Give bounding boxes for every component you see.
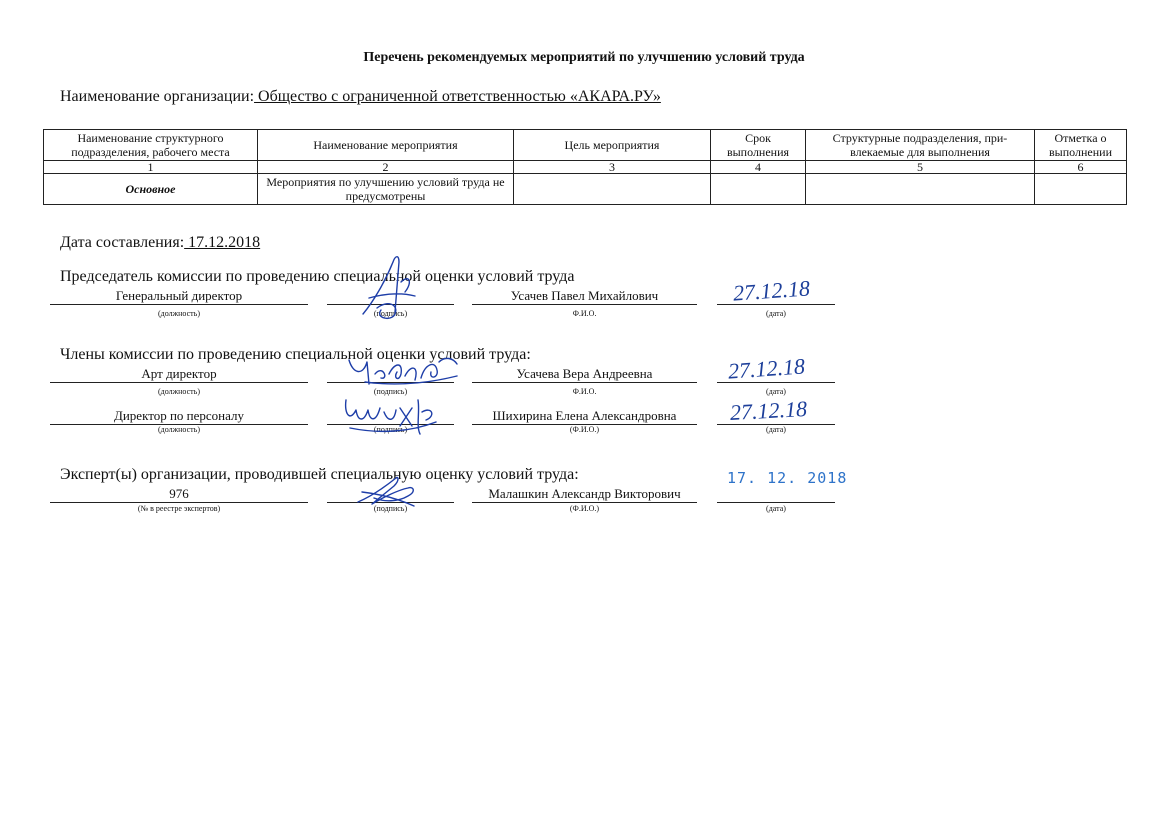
column-number: 4: [711, 161, 806, 174]
caption-name: (Ф.И.О.): [569, 425, 600, 434]
experts-heading: Эксперт(ы) организации, проводившей специальную оценку условий труда:: [60, 466, 579, 483]
header-cell: Цель мероприятия: [514, 130, 711, 161]
member1-date-handwritten: 27.12.18: [727, 353, 806, 384]
table-number-row: [44, 161, 1127, 174]
caption-signature: (подпись): [373, 425, 408, 434]
caption-name: Ф.И.О.: [572, 387, 597, 396]
table-header-row: [44, 130, 1127, 161]
column-number: 5: [806, 161, 1035, 174]
column-number: 3: [514, 161, 711, 174]
caption-signature: (подпись): [373, 387, 408, 396]
member1-name: Усачева Вера Андреевна: [472, 366, 697, 383]
member1-position: Арт директор: [50, 366, 308, 383]
caption-name: Ф.И.О.: [572, 309, 597, 318]
member2-name: Шихирина Елена Александровна: [472, 408, 697, 425]
measures-table: [43, 129, 1127, 205]
experts-date-stamp: 17. 12. 2018: [727, 469, 848, 487]
chairman-heading: Председатель комиссии по проведению специальной оценки условий труда: [60, 268, 575, 285]
caption-position: (должность): [158, 309, 200, 318]
departments-cell: [806, 174, 1035, 205]
header-cell: Отметка о выполнении: [1035, 130, 1127, 161]
chairman-signature: [355, 252, 425, 327]
organization-line: [60, 88, 661, 106]
unit-cell: Основное: [44, 174, 258, 205]
member2-position: Директор по персоналу: [50, 408, 308, 425]
expert-registry-number: 976: [50, 486, 308, 503]
measure-cell: Мероприятия по улучшению условий труда не предусмотрены: [258, 174, 514, 205]
header-cell: Структурные подразделения, при-влекаемые для выполнения: [806, 130, 1035, 161]
mark-cell: [1035, 174, 1127, 205]
header-cell: Наименование структурного подразделения, рабочего места: [44, 130, 258, 161]
date-compiled: [60, 234, 260, 252]
chairman-position: Генеральный директор: [50, 288, 308, 305]
caption-signature: (подпись): [373, 309, 408, 318]
member2-signature: [340, 392, 440, 440]
chairman-date-handwritten: 27.12.18: [732, 275, 811, 306]
header-cell: Срок выполнения: [711, 130, 806, 161]
member2-date-handwritten: 27.12.18: [729, 396, 808, 425]
chairman-name: Усачев Павел Михайлович: [472, 288, 697, 305]
caption-position: (должность): [158, 387, 200, 396]
document-title: Перечень рекомендуемых мероприятий по улучшению условий труда: [363, 50, 805, 65]
caption-position: (должность): [158, 425, 200, 434]
member1-signature: [345, 352, 460, 392]
date-compiled-value: 17.12.2018: [184, 234, 261, 251]
table-row: [44, 174, 1127, 205]
column-number: 1: [44, 161, 258, 174]
caption-date: (дата): [766, 425, 786, 434]
organization-label: Наименование организации:: [60, 88, 255, 105]
caption-signature: (подпись): [373, 504, 408, 513]
caption-date: (дата): [766, 504, 786, 513]
organization-name: Общество с ограниченной ответственностью «АКАРА.РУ»: [254, 88, 661, 105]
column-number: 2: [258, 161, 514, 174]
members-heading: Члены комиссии по проведению специальной оценки условий труда:: [60, 346, 531, 363]
caption-name: (Ф.И.О.): [569, 504, 600, 513]
expert-signature: [352, 472, 422, 512]
goal-cell: [514, 174, 711, 205]
header-cell: Наименование мероприятия: [258, 130, 514, 161]
expert-date-line: [717, 486, 835, 503]
expert-name: Малашкин Александр Викторович: [472, 486, 697, 503]
deadline-cell: [711, 174, 806, 205]
caption-date: (дата): [766, 309, 786, 318]
caption-registry: (№ в реестре экспертов): [137, 504, 221, 513]
column-number: 6: [1035, 161, 1127, 174]
caption-date: (дата): [766, 387, 786, 396]
date-compiled-label: Дата составления:: [60, 234, 185, 251]
